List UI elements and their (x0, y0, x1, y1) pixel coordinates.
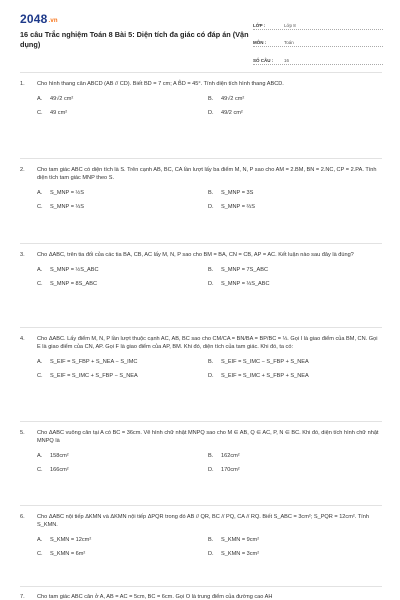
question-2 (20, 166, 382, 214)
option-d[interactable] (208, 110, 379, 116)
question-4 (20, 335, 382, 383)
option-text: 170cm² (221, 467, 240, 473)
option-label: B. (208, 190, 214, 196)
option-text: 166cm² (50, 467, 69, 473)
question-text: Cho tam giác ABC cân ở A, AB = AC = 5cm, BC = 6cm. Gọi O là trung điểm của đường cao AH (37, 594, 273, 600)
option-text: 49√2 cm² (221, 96, 245, 102)
options (37, 186, 382, 214)
option-text: S_MNP = 7S_ABC (221, 267, 269, 273)
question-6 (20, 513, 382, 561)
option-c[interactable] (37, 551, 208, 557)
option-label: B. (208, 453, 214, 459)
option-row (37, 200, 382, 214)
option-a[interactable] (37, 359, 208, 365)
option-d[interactable] (208, 551, 379, 557)
option-a[interactable] (37, 190, 208, 196)
options (37, 355, 382, 383)
option-label: A. (37, 96, 43, 102)
question-5 (20, 429, 382, 477)
question-number: 2. (20, 167, 25, 173)
page-title: 16 câu Trắc nghiệm Toán 8 Bài 5: Diện tích đa giác có đáp án (Vận dụng) (20, 30, 249, 49)
divider (20, 421, 382, 422)
question-stem (20, 166, 382, 182)
question-text: Cho ΔABC vuông cân tại A có BC = 36cm. Vẽ hình chữ nhật MNPQ sao cho M ∈ AB, Q ∈ AC, P, N ∈ BC. Khi đó, diện tích hình chữ nhật MNPQ là (37, 430, 379, 444)
question-7 (20, 593, 382, 600)
option-row (37, 369, 382, 383)
option-label: D. (208, 204, 214, 210)
option-b[interactable] (208, 190, 379, 196)
option-c[interactable] (37, 467, 208, 473)
option-label: A. (37, 453, 43, 459)
option-text: S_MNP = ½S_ABC (50, 267, 99, 273)
question-number: 5. (20, 430, 25, 436)
option-text: S_MNP = 3S (221, 190, 254, 196)
option-row (37, 533, 382, 547)
option-label: C. (37, 110, 43, 116)
option-c[interactable] (37, 373, 208, 379)
option-label: B. (208, 267, 214, 273)
option-row (37, 463, 382, 477)
meta-row-subject (253, 32, 383, 48)
question-number: 3. (20, 252, 25, 258)
option-label: B. (208, 359, 214, 365)
option-text: S_KMN = 9cm² (221, 537, 260, 543)
meta-key: SỐ CÂU : (253, 57, 274, 63)
divider (20, 72, 382, 73)
options (37, 449, 382, 477)
option-a[interactable] (37, 96, 208, 102)
option-row (37, 186, 382, 200)
question-stem (20, 251, 382, 259)
option-label: C. (37, 551, 43, 557)
option-row (37, 547, 382, 561)
option-label: D. (208, 373, 214, 379)
divider (20, 586, 382, 587)
option-label: D. (208, 110, 214, 116)
meta-value: Lớp 8 (284, 22, 296, 28)
question-number: 6. (20, 514, 25, 520)
option-row (37, 449, 382, 463)
option-d[interactable] (208, 281, 379, 287)
option-text: S_MNP = 8S_ABC (50, 281, 98, 287)
option-text: 49/2 cm² (221, 110, 243, 116)
question-text: Cho tam giác ABC có diện tích là S. Trên cạnh AB, BC, CA lần lượt lấy ba điểm M, N, P sao cho AM = 2.BM, BN = 2.NC, CP = 2.PA. Tính diện tích tam giác MNP theo S. (37, 167, 377, 181)
question-text: Cho ΔABC nội tiếp ΔKMN và ΔKMN nội tiếp ΔPQR trong đó AB // QR, BC // PQ, CA // RQ. Biết S_ABC = 3cm²; S_PQR = 12cm². Tính S_KMN. (37, 514, 369, 528)
option-a[interactable] (37, 537, 208, 543)
option-text: S_KMN = 3cm² (221, 551, 260, 557)
option-row (37, 355, 382, 369)
question-stem (20, 593, 382, 600)
option-label: C. (37, 467, 43, 473)
meta-value: 16 (284, 57, 290, 63)
logo-suffix: .vn (48, 18, 58, 24)
question-stem (20, 429, 382, 445)
question-1 (20, 80, 382, 120)
option-text: 49 cm² (50, 110, 68, 116)
option-label: D. (208, 467, 214, 473)
option-b[interactable] (208, 267, 379, 273)
option-c[interactable] (37, 204, 208, 210)
option-label: D. (208, 551, 214, 557)
question-3 (20, 251, 382, 291)
option-label: B. (208, 96, 214, 102)
option-label: C. (37, 204, 43, 210)
question-text: Cho ΔABC, trên tia đối của các tia BA, CB, AC lấy M, N, P sao cho BM = BA, CN = CB, AP = AC. Kết luận nào sau đây là đúng? (37, 252, 354, 258)
meta-row-count (253, 49, 383, 65)
option-text: 49√2 cm² (50, 96, 74, 102)
option-text: 162cm² (221, 453, 240, 459)
meta-panel (253, 14, 383, 67)
meta-row-class (253, 14, 383, 30)
option-row (37, 277, 382, 291)
option-d[interactable] (208, 467, 379, 473)
divider (20, 158, 382, 159)
option-text: S_KMN = 6m² (50, 551, 86, 557)
option-text: S_KMN = 12cm² (50, 537, 92, 543)
option-label: C. (37, 281, 43, 287)
option-label: A. (37, 359, 43, 365)
option-row (37, 92, 382, 106)
option-c[interactable] (37, 110, 208, 116)
site-logo[interactable] (20, 12, 58, 26)
option-b[interactable] (208, 96, 379, 102)
question-number: 7. (20, 594, 25, 600)
meta-key: MÔN : (253, 40, 267, 45)
meta-key: LỚP : (253, 22, 266, 28)
option-text: S_MNP = ⅓S_ABC (221, 281, 270, 287)
divider (20, 243, 382, 244)
question-text: Cho hình thang cân ABCD (AB // CD). Biết BD = 7 cm; A B̂D = 45°. Tính diện tích hình thang ABCD. (37, 81, 284, 87)
option-text: S_EIF = S_IMC + S_FBP − S_NEA (50, 373, 138, 379)
question-text: Cho ΔABC. Lấy điểm M, N, P lần lượt thuộc cạnh AC, AB, BC sao cho CM/CA = BN/BA = BP/BC = ⅓. Gọi I là giao điểm của BM, CN. Gọi E là giao điểm của CN, AP. Gọi F là giao điểm của AP, BM. Khi đó, diện tích của tam giác. Khi đó, ta có: (37, 336, 378, 350)
option-b[interactable] (208, 537, 379, 543)
question-stem (20, 80, 382, 88)
option-text: 158cm² (50, 453, 69, 459)
question-stem (20, 335, 382, 351)
option-label: A. (37, 537, 43, 543)
divider (20, 327, 382, 328)
question-number: 4. (20, 336, 25, 342)
option-d[interactable] (208, 373, 379, 379)
option-text: S_MNP = ⅔S (221, 204, 255, 210)
option-label: D. (208, 281, 214, 287)
option-a[interactable] (37, 453, 208, 459)
option-text: S_MNP = ½S (50, 190, 84, 196)
option-label: B. (208, 537, 214, 543)
question-number: 1. (20, 81, 25, 87)
option-label: C. (37, 373, 43, 379)
options (37, 263, 382, 291)
option-row (37, 263, 382, 277)
option-text: S_MNP = ⅓S (50, 204, 84, 210)
options (37, 92, 382, 120)
option-d[interactable] (208, 204, 379, 210)
meta-value: Toán (284, 40, 294, 45)
header (0, 0, 400, 63)
option-text: S_EIF = S_IMC + S_FBP + S_NEA (221, 373, 309, 379)
options (37, 533, 382, 561)
option-c[interactable] (37, 281, 208, 287)
option-text: S_EIF = S_FBP + S_NEA − S_IMC (50, 359, 138, 365)
divider (20, 505, 382, 506)
question-stem (20, 513, 382, 529)
option-b[interactable] (208, 453, 379, 459)
option-a[interactable] (37, 267, 208, 273)
logo-main: 2048 (20, 12, 48, 26)
option-label: A. (37, 190, 43, 196)
option-text: S_EIF = S_IMC − S_FBP + S_NEA (221, 359, 309, 365)
option-label: A. (37, 267, 43, 273)
option-row (37, 106, 382, 120)
option-b[interactable] (208, 359, 379, 365)
